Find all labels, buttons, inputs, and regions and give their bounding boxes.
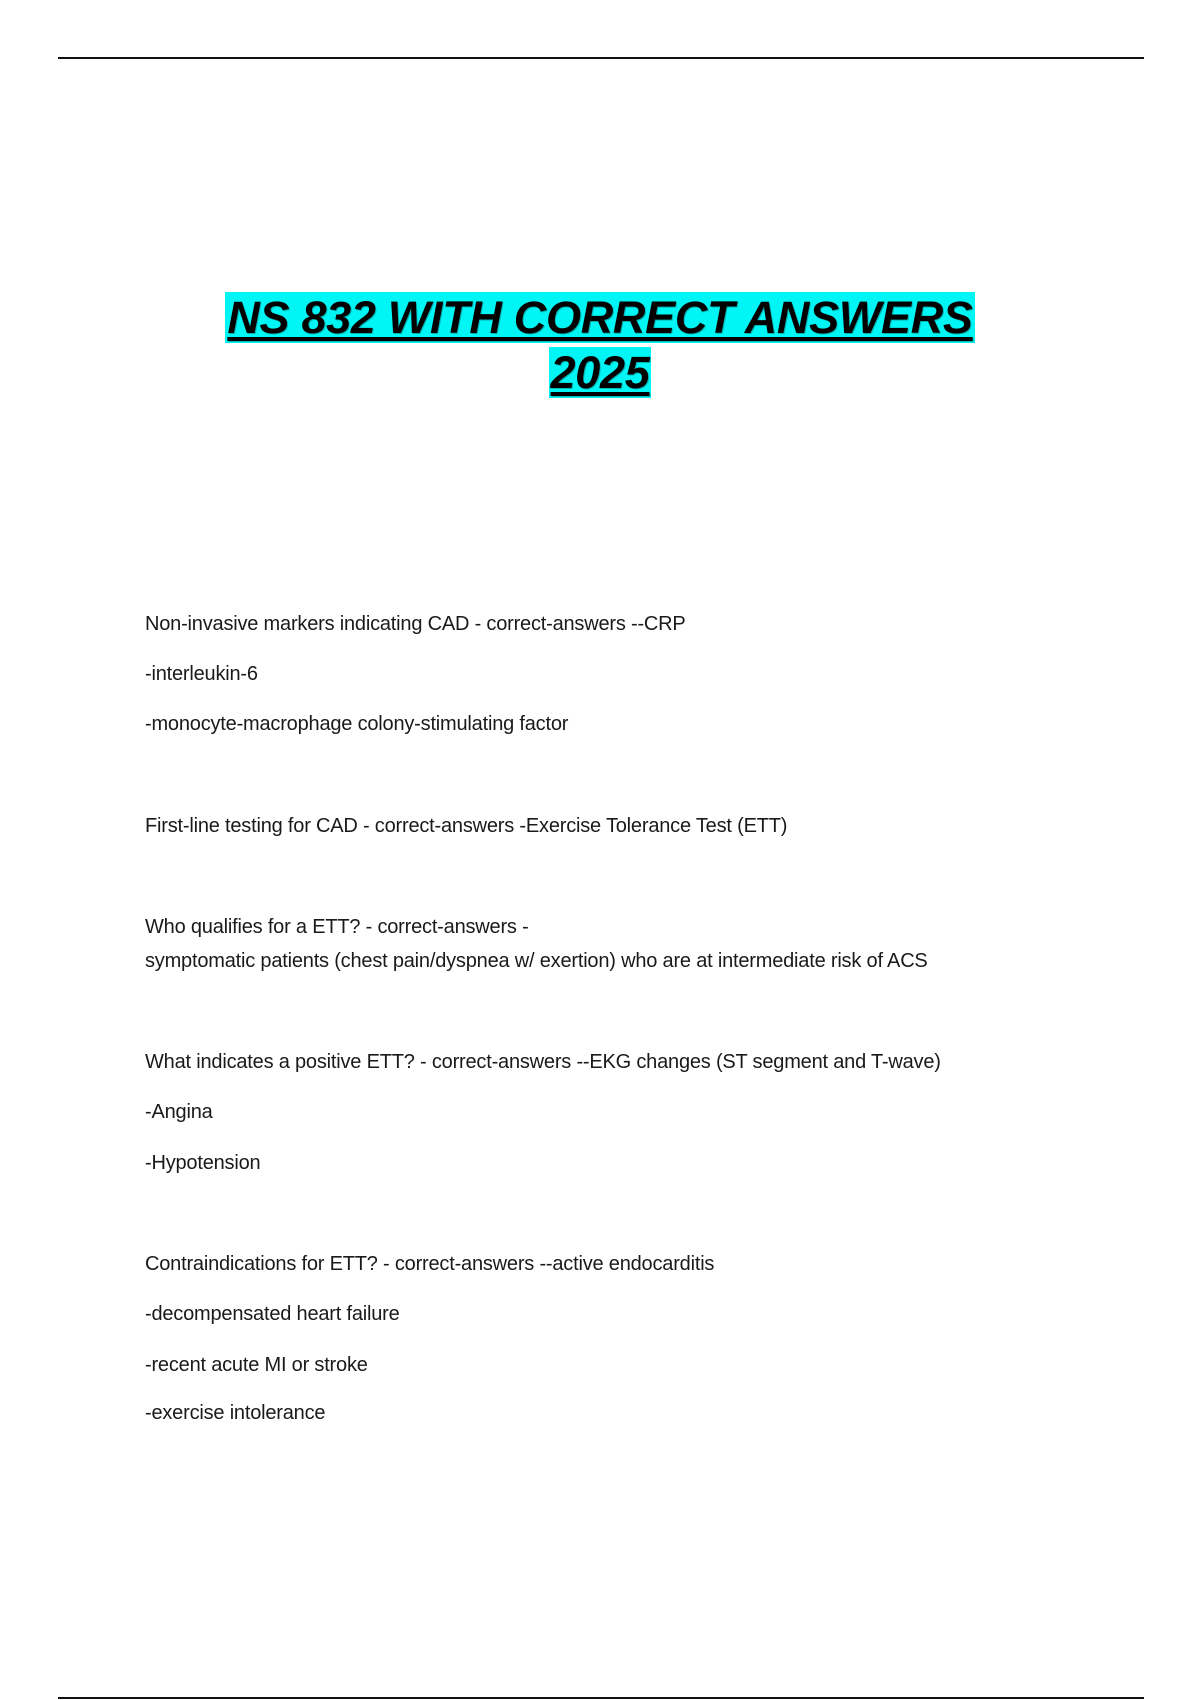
question-text: What indicates a positive ETT? - correct-answers --EKG changes (ST segment and T-wave) [145,1051,941,1073]
question-text: Non-invasive markers indicating CAD - correct-answers --CRP [145,613,686,635]
title-line-2: 2025 [550,347,650,398]
answer-line: -Hypotension [145,1152,261,1174]
question-text: First-line testing for CAD - correct-answers -Exercise Tolerance Test (ETT) [145,815,788,837]
answer-line: -interleukin-6 [145,663,258,685]
answer-line: -Angina [145,1101,213,1123]
answer-line: -recent acute MI or stroke [145,1354,368,1376]
answer-line: -decompensated heart failure [145,1303,400,1325]
answer-line: symptomatic patients (chest pain/dyspnea w/ exertion) who are at intermediate risk of ACS [145,950,928,972]
question-text: Who qualifies for a ETT? - correct-answers - [145,916,529,938]
answer-line: -exercise intolerance [145,1402,326,1424]
title-line-1: NS 832 WITH CORRECT ANSWERS [227,292,973,343]
question-text: Contraindications for ETT? - correct-answers --active endocarditis [145,1253,715,1275]
document-title [0,292,1200,398]
top-rule [58,57,1144,59]
answer-line: -monocyte-macrophage colony-stimulating factor [145,713,569,735]
bottom-rule [58,1697,1144,1699]
